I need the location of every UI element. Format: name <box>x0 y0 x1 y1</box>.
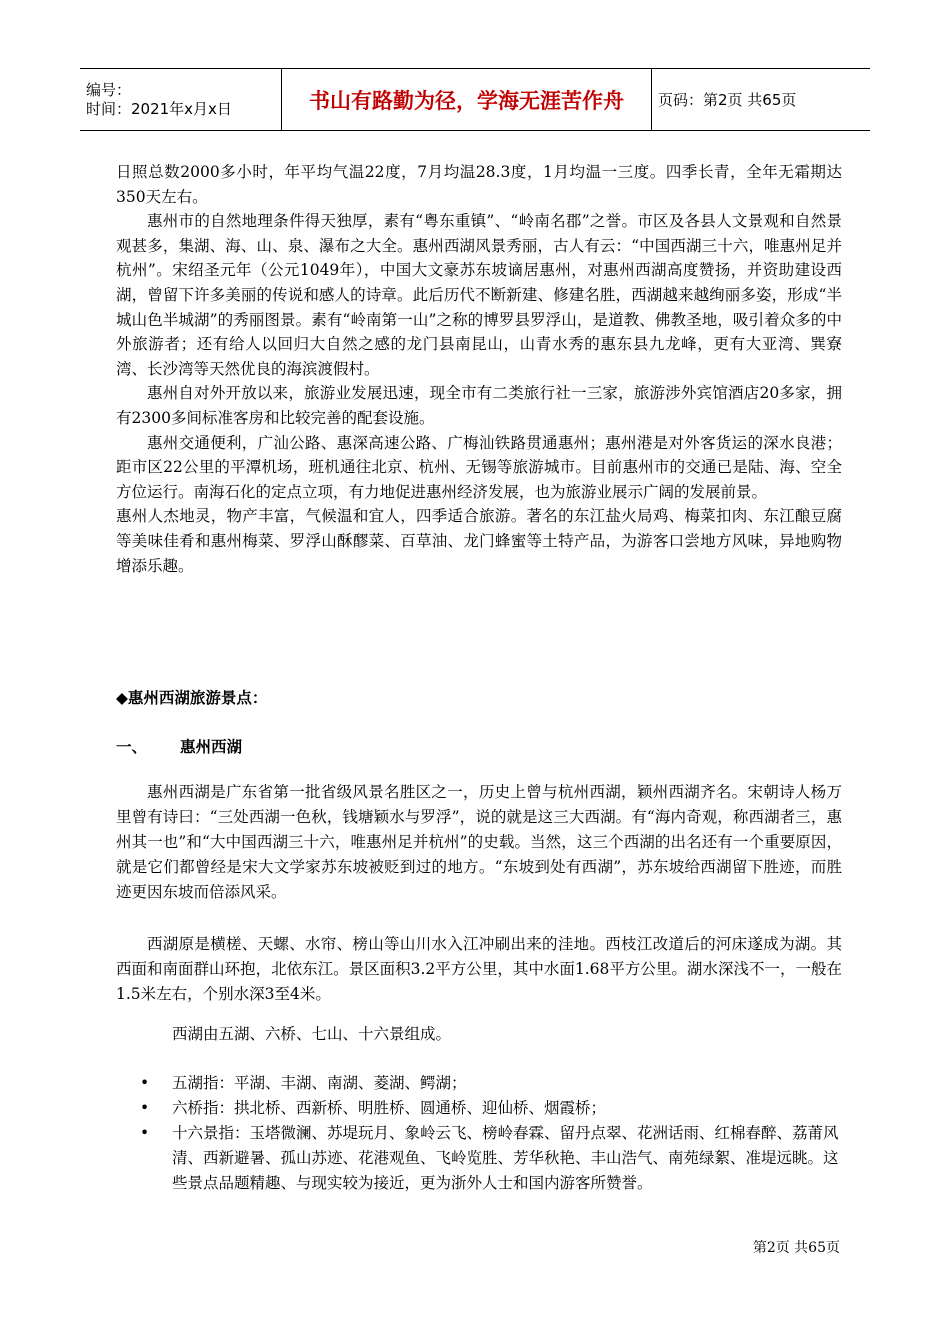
bullet-icon: • <box>140 1074 150 1092</box>
intro-section <box>116 160 842 578</box>
intro-paragraph-3: 惠州自对外开放以来，旅游业发展迅速，现全市有二类旅行社一三家，旅游涉外宾馆酒店20多家，拥有2300多间标准客房和比较完善的配套设施。 <box>116 384 842 427</box>
document-number-label: 编号： <box>86 80 132 99</box>
westlake-paragraph-1: 惠州西湖是广东省第一批省级风景名胜区之一，历史上曾与杭州西湖，颖州西湖齐名。宋朝诗人杨万里曾有诗曰：“三处西湖一色秋，钱塘颖水与罗浮”，说的就是这三大西湖。有“海内奇观，称西湖者三，惠州其一也”和“大中国西湖三十六，唯惠州足并杭州”的史载。当然，这三个西湖的出名还有一个重要原因，就是它们都曾经是宋大文学家苏东坡被贬到过的地方。“东坡到处有西湖”，苏东坡给西湖留下胜迹，而胜迹更因东坡而倍添风采。 <box>116 783 842 901</box>
list-item-text: 六桥指：拱北桥、西新桥、明胜桥、圆通桥、迎仙桥、烟霞桥； <box>172 1099 607 1117</box>
sub-heading-number: 一、 <box>116 738 148 756</box>
westlake-paragraph-3-block <box>116 1022 842 1047</box>
header-meta-cell <box>80 69 282 131</box>
westlake-list <box>140 1071 840 1171</box>
intro-paragraph-5: 惠州人杰地灵，物产丰富，气候温和宜人，四季适合旅游。著名的东江盐火局鸡、梅菜扣肉、东江酿豆腐等美味佳肴和惠州梅菜、罗浮山酥醪菜、百草油、龙门蜂蜜等土特产品，为游客口尝地方风味，异地购物增添乐趣。 <box>116 507 842 575</box>
list-item <box>140 1096 840 1121</box>
list-item-text: 五湖指：平湖、丰湖、南湖、菱湖、鳄湖； <box>172 1074 467 1092</box>
westlake-paragraph-1-block <box>116 780 842 905</box>
header-table <box>80 68 870 131</box>
westlake-paragraph-2: 西湖原是横槎、天螺、水帘、榜山等山川水入江冲刷出来的洼地。西枝江改道后的河床遂成为湖。其西面和南面群山环抱，北依东江。景区面积3.2平方公里，其中水面1.68平方公里。湖水深浅不一，一般在1.5米左右，个别水深3至4米。 <box>116 935 842 1003</box>
bullet-icon: • <box>140 1124 150 1142</box>
list-item <box>140 1121 840 1171</box>
list-item <box>140 1071 840 1096</box>
westlake-paragraph-3: 西湖由五湖、六桥、七山、十六景组成。 <box>172 1025 452 1043</box>
intro-paragraph-4: 惠州交通便利，广汕公路、惠深高速公路、广梅汕铁路贯通惠州；惠州港是对外客货运的深水良港；距市区22公里的平潭机场，班机通往北京、杭州、无锡等旅游城市。目前惠州市的交通已是陆、海、空全方位运行。南海石化的定点立项，有力地促进惠州经济发展，也为旅游业展示广阔的发展前景。 <box>116 433 842 501</box>
sub-heading-title: 惠州西湖 <box>180 738 243 756</box>
sub-heading <box>116 735 242 757</box>
intro-paragraph-1: 日照总数2000多小时，年平均气温22度，7月均温28.3度，1月均温一三度。四季长青，全年无霜期达350天左右。 <box>116 163 842 206</box>
bullet-icon: • <box>140 1099 150 1117</box>
intro-paragraph-2: 惠州市的自然地理条件得天独厚，素有“粤东重镇”、“岭南名郡”之誉。市区及各县人文景观和自然景观甚多，集湖、海、山、泉、瀑布之大全。惠州西湖风景秀丽，古人有云：“中国西湖三十六，唯惠州足并杭州”。宋绍圣元年（公元1049年），中国大文豪苏东坡谪居惠州，对惠州西湖高度赞扬，并资助建设西湖，曾留下许多美丽的传说和感人的诗章。此后历代不断新建、修建名胜，西湖越来越绚丽多姿，形成“半城山色半城湖”的秀丽图景。素有“岭南第一山”之称的博罗县罗浮山，是道教、佛教圣地，吸引着众多的中外旅游者；还有给人以回归大自然之感的龙门县南昆山，山青水秀的惠东县九龙峰，更有大亚湾、巽寮湾、长沙湾等天然优良的海滨渡假村。 <box>116 212 842 378</box>
document-date-label: 时间：2021年x月x日 <box>86 99 232 118</box>
list-item-text: 十六景指：玉塔微澜、苏堤玩月、象岭云飞、榜岭春霖、留丹点翠、花洲话雨、红棉春醉、荔莆风清、西新避暑、孤山苏迹、花港观鱼、飞岭览胜、芳华秋艳、丰山浩气、南苑绿絮、准堤远眺。这 <box>172 1124 839 1167</box>
westlake-paragraph-2-block <box>116 932 842 1007</box>
list-tail-text: 些景点品题精趣、与现实较为接近，更为浙外人士和国内游客所赞誉。 <box>172 1174 653 1192</box>
header-motto: 书山有路勤为径，学海无涯苦作舟 <box>282 69 652 131</box>
page-footer: 第2页 共65页 <box>752 1240 840 1256</box>
section-heading: ◆惠州西湖旅游景点： <box>116 689 268 707</box>
header-page-label: 页码：第2页 共65页 <box>652 69 871 131</box>
